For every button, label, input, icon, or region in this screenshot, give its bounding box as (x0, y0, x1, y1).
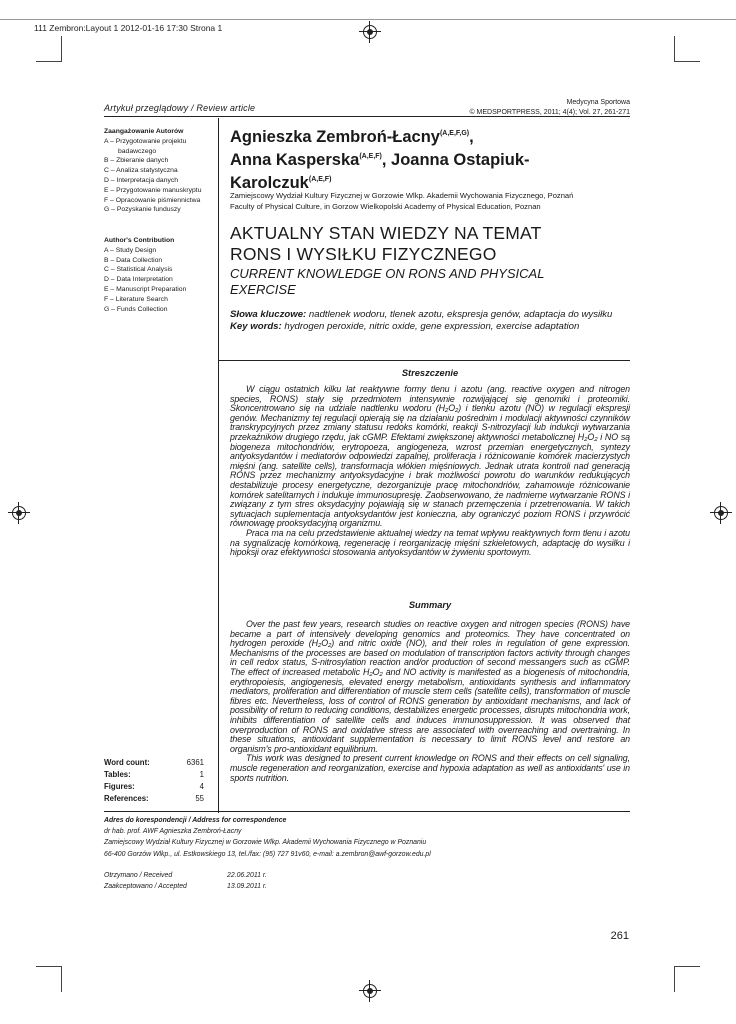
contribution-pl-item: badawczego (118, 147, 157, 155)
summary-heading: Summary (408, 600, 452, 610)
streszczenie-body (230, 385, 630, 558)
journal-name: Medycyna Sportowa (566, 99, 630, 106)
contribution-en-item: F – Literature Search (104, 295, 168, 303)
registration-mark-top (363, 25, 377, 39)
correspondence-line: Zamiejscowy Wydział Kultury Fizycznej w Gorzowie Wlkp. Akademii Wychowania Fizycznego w Poznaniu (104, 839, 427, 847)
received-date: 22.06.2011 r. (227, 872, 267, 879)
keywords-rule (218, 360, 630, 361)
contribution-en-item: G – Funds Collection (104, 305, 168, 313)
affiliation-pl: Zamiejscowy Wydział Kultury Fizycznej w Gorzowie Wlkp. Akademii Wychowania Fizycznego, Poznań (230, 191, 574, 200)
contribution-pl-item: B – Zbieranie danych (104, 157, 169, 165)
author-1-sup: (A,E,F,G) (439, 130, 470, 137)
title-en (230, 266, 630, 298)
tables-value: 1 (199, 770, 204, 779)
keywords-pl-text: nadtlenek wodoru, tlenek azotu, ekspresja genów, adaptacja do wysiłku (308, 309, 613, 320)
keywords-pl-label: Słowa kluczowe: (230, 309, 307, 320)
registration-mark-right (714, 506, 728, 520)
title-pl-line-2: RONS I WYSIŁKU FIZYCZNEGO (230, 244, 497, 264)
print-slug: 111 Zembron:Layout 1 2012-01-16 17:30 Strona 1 (34, 23, 223, 33)
author-list: Agnieszka Zembroń-Łacny$^{(A,E,F,G)}$, Anna Kasperska$^{(A,E,F)}$, Joanna Ostapiuk- Karolczuk$^{(A,E,F)}$ (230, 128, 530, 192)
affiliation-en: Faculty of Physical Culture, in Gorzow Wielkopolski Academy of Physical Education, Poznan (230, 202, 541, 211)
accepted-label: Zaakceptowano / Accepted (104, 883, 187, 890)
page-number: 261 (610, 930, 629, 942)
title-en-line-2: EXERCISE (230, 282, 296, 297)
author-3-sup: (A,E,F) (308, 176, 332, 183)
accepted-date: 13.09.2011 r. (227, 883, 267, 890)
summary-paragraph-2: This work was designed to present current knowledge on RONS and their effects on cell signaling, muscle regeneration and reorganization, exercise and hypoxia adaptation as well as antioxidants' use in sports nutrition. (230, 753, 630, 783)
author-3-name-part2: Karolczuk (230, 174, 309, 192)
affiliation (230, 190, 630, 212)
figures-label: Figures: (104, 782, 135, 791)
slug-rule (0, 19, 736, 20)
crop-mark-br-v (674, 966, 675, 992)
summary-body (230, 620, 630, 783)
crop-mark-tl-h (36, 61, 62, 62)
author-2-name: Anna Kasperska (230, 151, 360, 169)
title-pl-line-1: AKTUALNY STAN WIEDZY NA TEMAT (230, 223, 542, 243)
crop-mark-tl-v (61, 36, 62, 62)
contribution-pl-item: G – Pozyskanie funduszy (104, 206, 181, 214)
article-stats (104, 757, 204, 805)
contribution-pl-item: C – Analiza statystyczna (104, 167, 178, 175)
contribution-en (104, 236, 216, 314)
streszczenie-paragraph-2: Praca ma na celu przedstawienie aktualnej wiedzy na temat wpływu reaktywnych form tlenu i azotu na sygnalizację komórkową, regenerację i reorganizację mięśni szkieletowych, adaptację do wysiłku i hipoksji oraz efektywności stosowania antyoksydantów w żywieniu sportowym. (230, 527, 630, 558)
contribution-pl-item: E – Przygotowanie manuskryptu (104, 186, 202, 194)
crop-mark-br-h (674, 966, 700, 967)
references-label: References: (104, 794, 149, 803)
correspondence-heading: Adres do korespondencji / Address for correspondence (104, 817, 287, 824)
column-divider (218, 118, 219, 813)
registration-mark-bottom (363, 984, 377, 998)
received-label: Otrzymano / Received (104, 872, 173, 879)
contribution-en-item: D – Data Interpretation (104, 276, 173, 284)
contribution-pl (104, 127, 216, 215)
crop-mark-bl-v (61, 966, 62, 992)
journal-citation: © MEDSPORTPRESS, 2011; 4(4); Vol. 27, 261-271 (469, 109, 630, 116)
tables-label: Tables: (104, 770, 131, 779)
contribution-en-item: E – Manuscript Preparation (104, 285, 187, 293)
crop-mark-tr-v (674, 36, 675, 62)
contribution-pl-item: D – Interpretacja danych (104, 176, 179, 184)
crop-mark-tr-h (674, 61, 700, 62)
summary-paragraph-1: Over the past few years, research studies on reactive oxygen and nitrogen species (RONS) have became a part of intensively developing genomics and proteomics. They have concentrated on hydrogen peroxide (H₂O₂) and nitric oxide (NO), and their roles in regulation of gene expression. Mechanisms of the processes are based on modulation of transcription factors activity through changes in cell redox status, S-nitrosylation reaction and/or production of second messangers such as cGMP. The effect of increased metabolic H₂O₂ and NO activity is manifested as a biogenesis of mitochondria, erythropoiesis, angiogenesis, elevated energy metabolism, antioxidants synthesis and inflammatory mediators, proliferation and differentiation of muscle stem cells (satellite cells), transformation of muscle fibres etc. Nevertheless, loss of control of RONS generation by antioxidant mechanisms, and lack of possibility of return to reducing conditions, destabilizes energetic processes, disrupts mitochondria work, inhibits differentiation of satellite cells and induces immunosuppression. It was observed that overproduction of RONS and oxidative stress are associated with overreaching and overtraining. In these situations, antioxidant supplementation is necessary to limit RONS level and restore an organism's pro-antioxidant equilibrium. (230, 619, 630, 754)
keywords (230, 309, 630, 333)
keywords-en-text: hydrogen peroxide, nitric oxide, gene expression, exercise adaptation (284, 321, 580, 332)
author-1-name: Agnieszka Zembroń-Łacny (230, 128, 440, 146)
correspondence (104, 815, 630, 860)
contribution-pl-item: F – Opracowanie piśmiennictwa (104, 196, 201, 204)
crop-mark-bl-h (36, 966, 62, 967)
title-pl (230, 223, 630, 265)
header-rule (104, 116, 630, 117)
author-3-name-part1: Joanna Ostapiuk- (391, 151, 530, 169)
word-count-label: Word count: (104, 758, 150, 767)
section-label: Artykuł przeglądowy / Review article (104, 103, 256, 113)
contribution-en-item: C – Statistical Analysis (104, 266, 173, 274)
streszczenie-heading: Streszczenie (401, 368, 459, 378)
author-2-sup: (A,E,F) (359, 153, 382, 160)
submission-dates (104, 870, 404, 892)
keywords-en-label: Key words: (230, 321, 282, 332)
references-value: 55 (195, 794, 204, 803)
correspondence-line: 66-400 Gorzów Wlkp., ul. Estkowskiego 13, tel./fax: (95) 727 91v60, e-mail: a.zembron@awf-gorzow.edu.pl (104, 850, 431, 858)
correspondence-line: dr hab. prof. AWF Agnieszka Zembroń-Łacny (104, 828, 242, 836)
contribution-en-item: A – Study Design (104, 246, 157, 254)
contribution-en-heading: Author's Contribution (104, 237, 175, 244)
contribution-pl-item: A – Przygotowanie projektu (104, 137, 187, 145)
streszczenie-paragraph-1: W ciągu ostatnich kilku lat reaktywne formy tlenu i azotu (ang. reactive oxygen and nitrogen species, RONS) stały się przedmiotem intensywnie rozwijającej się genomiki i proteomiki. Skoncentrowano się na udziale nadtlenku wodoru (H₂O₂) i tlenku azotu (NO) w regulacji ekspresji genów. Mechanizmy tej regulacji opierają się na działaniu pośrednim i modulacji aktywności czynników transkrypcyjnych przez zmiany statusu redoks komórki, reakcji S-nitrozylacji lub indukcji wytwarzania przekaźników drugiego rzędu, jak cGMP. Efektami zwiększonej aktywności metabolicznej H₂O₂ i NO są biogeneza mitochondriów, erytropoeza, angiogeneza, wzrost przemian energetycznych, syntezy antyoksydantów i mediatorów odpowiedzi zapalnej, proliferacja i różnicowanie komórek macierzystych mięśni (ang. satellite cells), transformacja włókien mięśniowych. Jednak utrata kontroli nad generacją RONS przez mechanizmy antyoksydacyjne i brak możliwości powrotu do warunków redukujących destabilizuje procesy energetyczne, dezorganizuje pracę mitochondriów, zahamowuje różnicowanie komórek satelitarnych i indukuje immunosupresję. Zaobserwowano, że nadmierne wytwarzanie RONS i związany z tym stres oksydacyjny pojawiają się w stanach przemęczenia i przetrenowania. W takich sytuacjach suplementacja antyoksydantów jest konieczna, aby ograniczyć poziom RONS i przywrócić równowagę prooksydacyjną organizmu. (230, 384, 630, 529)
figures-value: 4 (199, 782, 204, 791)
journal-header (469, 98, 630, 118)
contribution-en-item: B – Data Collection (104, 256, 163, 264)
title-en-line-1: CURRENT KNOWLEDGE ON RONS AND PHYSICAL (230, 266, 545, 281)
word-count-value: 6361 (186, 758, 204, 767)
correspondence-rule (104, 811, 630, 812)
registration-mark-left (12, 506, 26, 520)
contribution-pl-heading: Zaangażowanie Autorów (104, 128, 184, 135)
